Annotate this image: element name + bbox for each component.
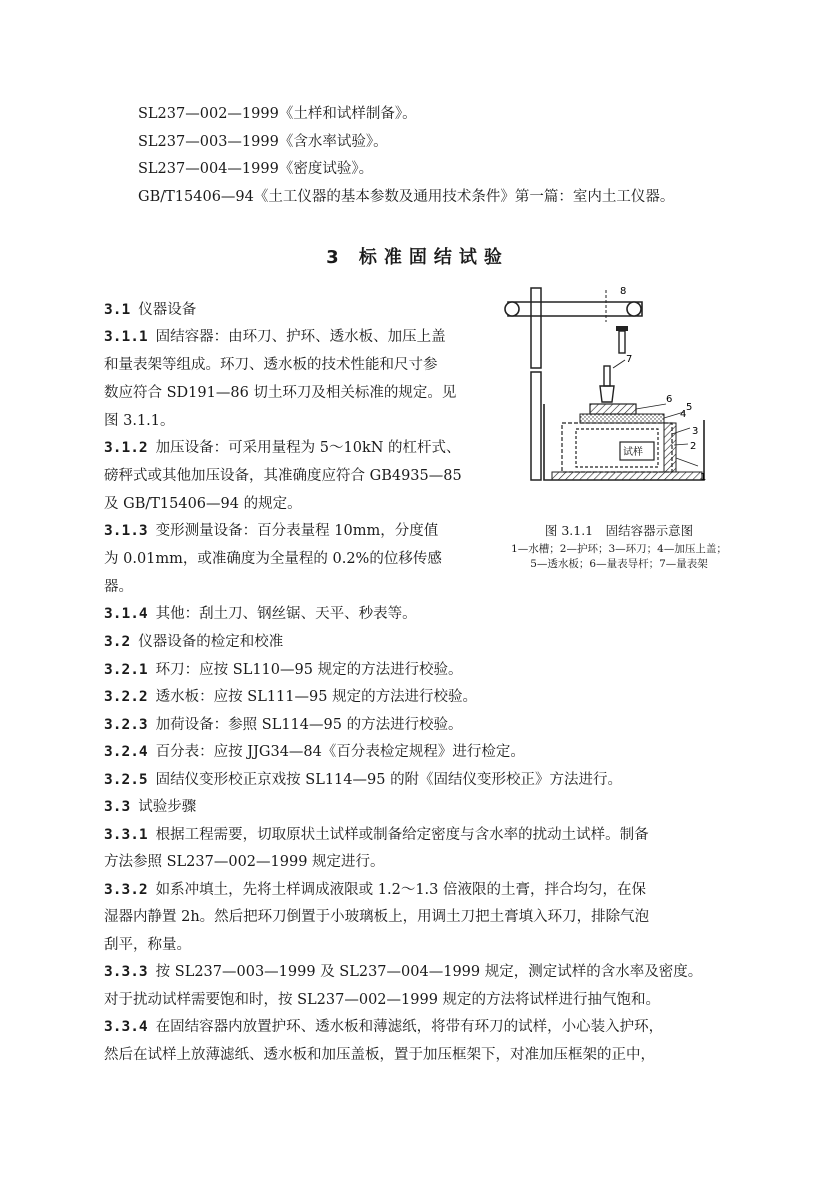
paragraph-line: 方法参照 SL237—002—1999 规定进行。 bbox=[104, 854, 385, 870]
paragraph-line: 3.3.3 按 SL237—003—1999 及 SL237—004—1999 规定，测定试样的含水率及密度。 bbox=[104, 964, 703, 980]
paragraph-line: 3.2.3 加荷设备：参照 SL114—95 的方法进行校验。 bbox=[104, 717, 463, 733]
paragraph-line: 3.2.5 固结仪变形校正京戏按 SL114—95 的附《固结仪变形校正》方法进行。 bbox=[104, 772, 623, 788]
paragraph-line: 为 0.01mm，或准确度为全量程的 0.2%的位移传感 bbox=[104, 551, 442, 567]
sample-label: 试样 bbox=[623, 447, 643, 458]
section-heading: 3.2 仪器设备的检定和校准 bbox=[104, 634, 284, 650]
paragraph-line: 3.2.1 环刀：应按 SL110—95 规定的方法进行校验。 bbox=[104, 662, 463, 678]
paragraph-line: 和量表架等组成。环刀、透水板的技术性能和尺寸参 bbox=[104, 357, 438, 373]
paragraph-line: 3.1.2 加压设备：可采用量程为 5～10kN 的杠杆式、 bbox=[104, 440, 461, 456]
paragraph-line: 器。 bbox=[104, 579, 133, 595]
figure-legend: 1—水槽；2—护环；3—环刀；4—加压上盖； bbox=[511, 543, 727, 555]
figure-label: 4 bbox=[680, 409, 687, 420]
section-heading: 3.1 仪器设备 bbox=[104, 302, 197, 318]
paragraph-line: 3.1.1 固结容器：由环刀、护环、透水板、加压上盖 bbox=[104, 329, 446, 345]
paragraph-line: 3.1.3 变形测量设备：百分表量程 10mm，分度值 bbox=[104, 523, 439, 539]
figure-label: 1 bbox=[700, 472, 707, 483]
paragraph-line: 3.3.2 如系冲填土，先将土样调成液限或 1.2～1.3 倍液限的土膏，拌合均匀，在保 bbox=[104, 882, 646, 898]
figure-caption: 图 3.1.1 固结容器示意图 bbox=[544, 523, 694, 538]
figure-label: 6 bbox=[666, 394, 673, 405]
figure-label: 7 bbox=[626, 354, 633, 365]
chapter-title: 3 标准固结试验 bbox=[326, 247, 509, 268]
figure-label: 3 bbox=[692, 426, 699, 437]
section-heading: 3.3 试验步骤 bbox=[104, 799, 197, 815]
paragraph-line: 3.3.4 在固结容器内放置护环、透水板和薄滤纸，将带有环刀的试样，小心装入护环， bbox=[104, 1019, 664, 1035]
consolidation-container-diagram bbox=[494, 282, 744, 512]
reference-line: GB/T15406—94《土工仪器的基本参数及通用技术条件》第一篇：室内土工仪器。 bbox=[138, 189, 675, 205]
paragraph-line: 3.3.1 根据工程需要，切取原状土试样或制备给定密度与含水率的扰动土试样。制备 bbox=[104, 827, 649, 843]
paragraph-line: 然后在试样上放薄滤纸、透水板和加压盖板，置于加压框架下，对准加压框架的正中， bbox=[104, 1047, 655, 1063]
figure-label: 2 bbox=[690, 441, 697, 452]
paragraph-line: 及 GB/T15406—94 的规定。 bbox=[104, 496, 302, 512]
figure-label: 8 bbox=[620, 286, 627, 297]
paragraph-line: 湿器内静置 2h。然后把环刀倒置于小玻璃板上，用调土刀把土膏填入环刀，排除气泡 bbox=[104, 909, 650, 925]
paragraph-line: 磅秤式或其他加压设备，其准确度应符合 GB4935—85 bbox=[104, 468, 462, 484]
figure-label: 5 bbox=[686, 402, 693, 413]
paragraph-line: 3.2.4 百分表：应按 JJG34—84《百分表检定规程》进行检定。 bbox=[104, 744, 525, 760]
reference-line: SL237—002—1999《土样和试样制备》。 bbox=[138, 106, 417, 122]
paragraph-line: 3.1.4 其他：刮土刀、钢丝锯、天平、秒表等。 bbox=[104, 606, 417, 622]
paragraph-line: 刮平，称量。 bbox=[104, 937, 191, 953]
paragraph-line: 数应符合 SD191—86 切土环刀及相关标准的规定。见 bbox=[104, 385, 457, 401]
reference-line: SL237—004—1999《密度试验》。 bbox=[138, 161, 374, 177]
figure-legend: 5—透水板；6—量表导杆；7—量表架 bbox=[530, 558, 708, 570]
paragraph-line: 对于扰动试样需要饱和时，按 SL237—002—1999 规定的方法将试样进行抽气饱和。 bbox=[104, 992, 661, 1008]
reference-line: SL237—003—1999《含水率试验》。 bbox=[138, 134, 388, 150]
paragraph-line: 3.2.2 透水板：应按 SL111—95 规定的方法进行校验。 bbox=[104, 689, 478, 705]
paragraph-line: 图 3.1.1。 bbox=[104, 413, 175, 429]
